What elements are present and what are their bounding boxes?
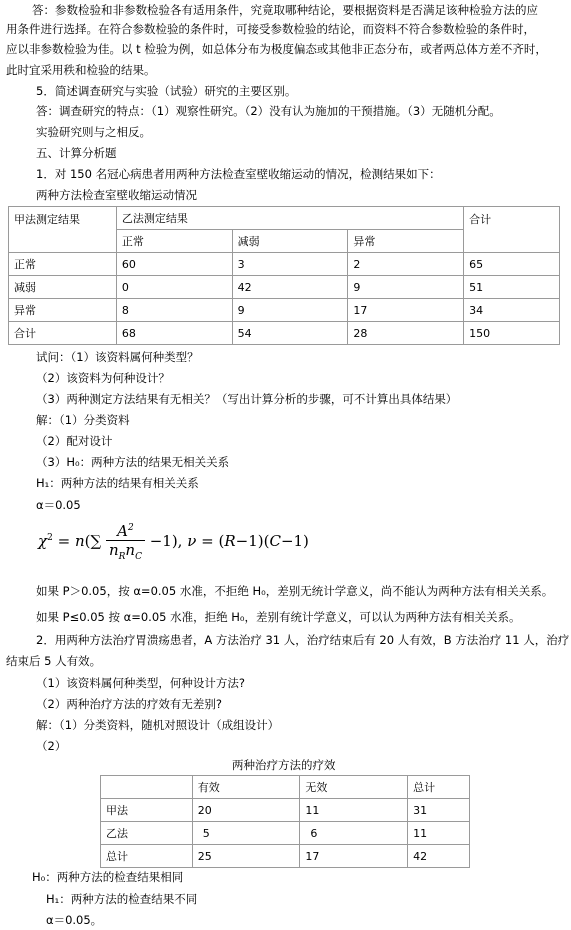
table1-header-total: 合计	[464, 207, 560, 253]
table-cell: 9	[232, 299, 348, 322]
table-cell: 17	[348, 299, 464, 322]
solution-2-1: 解：（1）分类资料，随机对照设计（成组设计）	[36, 718, 280, 732]
chi-square-formula: $\chi^2 = n(\sum$ $\frac{A^2}{n_Rn_C}$ −1), ν = (R−1)(C−1)	[38, 522, 309, 562]
question-2-ask-2: （2）两种治疗方法的疗效有无差别?	[36, 697, 222, 711]
table1-title: 两种方法检查室壁收缩运动情况	[36, 188, 197, 202]
table-header-row	[101, 776, 470, 799]
table1-header-b: 乙法测定结果	[116, 207, 463, 230]
table-cell: 25	[192, 845, 300, 868]
answer-5: 答：调查研究的特点：（1）观察性研究。（2）没有认为施加的干预措施。（3）无随机分配。	[36, 104, 501, 118]
table-row	[9, 276, 560, 299]
table-cell: 正常	[9, 253, 117, 276]
hypothesis-2-h0: H₀：两种方法的检查结果相同	[32, 870, 184, 884]
table-row	[9, 299, 560, 322]
answer-5-cont: 实验研究则与之相反。	[36, 125, 151, 139]
alpha-level: α＝0.05	[36, 498, 81, 512]
table-cell: 68	[116, 322, 232, 345]
table-cell: 28	[348, 322, 464, 345]
table-cell: 合计	[9, 322, 117, 345]
table-cell: 51	[464, 276, 560, 299]
table-cell: 甲法	[101, 799, 193, 822]
table-row	[101, 845, 470, 868]
table-row	[101, 822, 470, 845]
table-1	[8, 206, 560, 345]
table-cell: 54	[232, 322, 348, 345]
table-cell: 150	[464, 322, 560, 345]
table-cell: 8	[116, 299, 232, 322]
table-cell: 31	[408, 799, 470, 822]
hypothesis-h1: H₁：两种方法的结果有相关关系	[36, 476, 199, 490]
question-2-ask-1: （1）该资料属何种类型，何种设计方法?	[36, 676, 245, 690]
conclusion-2: 如果 P≤0.05 按 α=0.05 水准，拒绝 H₀，差别有统计学意义，可以认为两种方法有相关关系。	[36, 610, 521, 624]
table-cell: 11	[408, 822, 470, 845]
question-1-ask-2: （2）该资料为何种设计？	[36, 371, 170, 385]
table-cell: 3	[232, 253, 348, 276]
solution-1: 解：（1）分类资料	[36, 413, 130, 427]
table-cell: 60	[116, 253, 232, 276]
table-row	[9, 322, 560, 345]
table-row	[9, 253, 560, 276]
question-5: 5．简述调查研究与实验（试验）研究的主要区别。	[36, 84, 297, 98]
table-cell: 11	[300, 799, 408, 822]
table1-sub-header: 正常	[116, 230, 232, 253]
table-header-cell	[101, 776, 193, 799]
answer-text-line-1: 答：参数检验和非参数检验各有适用条件，究竟取哪种结论，要根据资料是否满足该种检验方法的应	[32, 3, 538, 17]
table-cell: 5	[192, 822, 300, 845]
conclusion-1: 如果 P＞0.05，按 α=0.05 水准，不拒绝 H₀，差别无统计学意义，尚不能认为两种方法有相关关系。	[36, 584, 554, 598]
answer-text-line-3: 应以非参数检验为佳。以 t 检验为例，如总体分布为极度偏态或其他非正态分布，或者两总体方差不齐时，	[6, 42, 547, 56]
table-cell: 9	[348, 276, 464, 299]
table-cell: 17	[300, 845, 408, 868]
table-row	[101, 799, 470, 822]
solution-2-2: （2）	[36, 739, 67, 753]
question-1-ask-3: （3）两种测定方法结果有无相关？（写出计算分析的步骤，可不计算出具体结果）	[36, 392, 458, 406]
table-header-cell: 有效	[192, 776, 300, 799]
table-cell: 20	[192, 799, 300, 822]
solution-2: （2）配对设计	[36, 434, 113, 448]
table-cell: 65	[464, 253, 560, 276]
table-cell: 6	[300, 822, 408, 845]
section-heading: 五、计算分析题	[36, 146, 117, 160]
question-2-cont: 结束后 5 人有效。	[6, 654, 102, 668]
table-2	[100, 775, 470, 868]
table-cell: 减弱	[9, 276, 117, 299]
question-1: 1．对 150 名冠心病患者用两种方法检查室壁收缩运动的情况，检测结果如下：	[36, 167, 441, 181]
question-1-ask: 试问：（1）该资料属何种类型？	[36, 350, 199, 364]
table-cell: 2	[348, 253, 464, 276]
question-2: 2．用两种方法治疗胃溃疡患者，A 方法治疗 31 人，治疗结束后有 20 人有效，B 方法治疗 11 人，治疗	[36, 633, 570, 647]
table1-sub-header: 减弱	[232, 230, 348, 253]
answer-text-line-4: 此时宜采用秩和检验的结果。	[6, 63, 156, 77]
table1-sub-header: 异常	[348, 230, 464, 253]
hypothesis-h0: （3）H₀：两种方法的结果无相关关系	[36, 455, 230, 469]
table-cell: 总计	[101, 845, 193, 868]
table-cell: 乙法	[101, 822, 193, 845]
answer-text-line-2: 用条件进行选择。在符合参数检验的条件时，可接受参数检验的结论，而资料不符合参数检验的条件时，	[6, 22, 535, 36]
table-cell: 34	[464, 299, 560, 322]
hypothesis-2-h1: H₁：两种方法的检查结果不同	[46, 892, 198, 906]
table-cell: 42	[408, 845, 470, 868]
table2-title: 两种治疗方法的疗效	[232, 758, 336, 772]
table-cell: 42	[232, 276, 348, 299]
table-cell: 异常	[9, 299, 117, 322]
table-header-cell: 无效	[300, 776, 408, 799]
table1-header-a: 甲法测定结果	[9, 207, 117, 253]
table-cell: 0	[116, 276, 232, 299]
alpha-level-2: α＝0.05。	[46, 913, 103, 927]
table-header-cell: 总计	[408, 776, 470, 799]
